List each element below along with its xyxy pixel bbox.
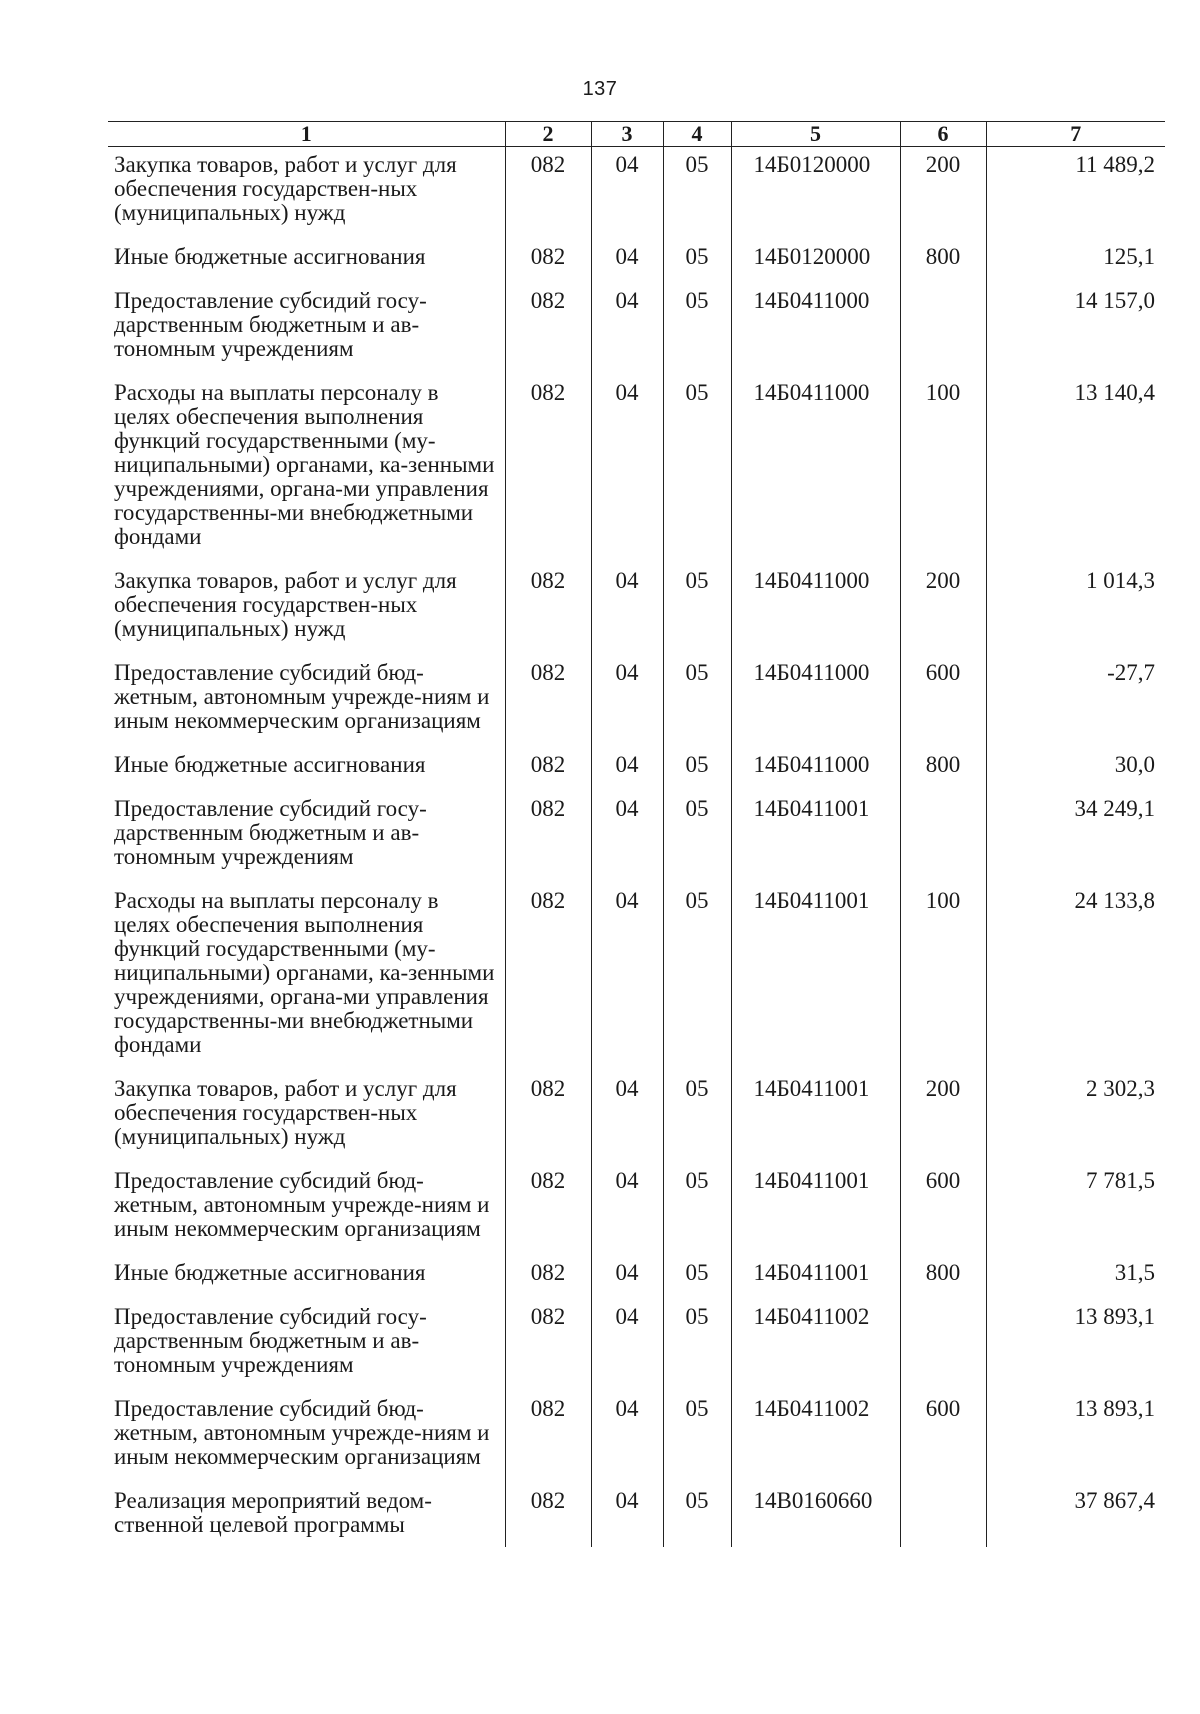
row-amount: 2 302,3 xyxy=(986,1071,1165,1163)
row-amount: 13 140,4 xyxy=(986,375,1165,563)
row-subsection-code: 05 xyxy=(663,1163,731,1255)
row-expense-type: 200 xyxy=(900,147,986,240)
row-amount: 24 133,8 xyxy=(986,883,1165,1071)
row-expense-type xyxy=(900,283,986,375)
row-description: Закупка товаров, работ и услуг для обеспечения государствен-ных (муниципальных) нужд xyxy=(114,568,457,641)
row-target-article: 14Б0411000 xyxy=(731,375,900,563)
row-ministry-code: 082 xyxy=(505,283,591,375)
row-amount: -27,7 xyxy=(986,655,1165,747)
row-description: Предоставление субсидий госу-дарственным бюджетным и ав-тономным учреждениям xyxy=(114,288,427,361)
table-row xyxy=(108,1071,1165,1163)
page-number: 137 xyxy=(582,78,618,100)
header-col-2: 2 xyxy=(505,122,591,147)
row-amount: 1 014,3 xyxy=(986,563,1165,655)
table-row xyxy=(108,375,1165,563)
row-target-article: 14Б0411002 xyxy=(731,1391,900,1483)
header-col-7: 7 xyxy=(986,122,1165,147)
header-col-3: 3 xyxy=(591,122,663,147)
row-target-article: 14Б0411001 xyxy=(731,1163,900,1255)
row-expense-type xyxy=(900,791,986,883)
row-section-code: 04 xyxy=(591,883,663,1071)
row-section-code: 04 xyxy=(591,563,663,655)
row-expense-type: 800 xyxy=(900,239,986,283)
row-description: Иные бюджетные ассигнования xyxy=(114,244,426,269)
row-amount: 14 157,0 xyxy=(986,283,1165,375)
row-expense-type xyxy=(900,1483,986,1547)
row-target-article: 14Б0411001 xyxy=(731,1255,900,1299)
row-description: Предоставление субсидий бюд-жетным, автономным учрежде-ниям и иным некоммерческим организациям xyxy=(114,1168,490,1241)
row-amount: 37 867,4 xyxy=(986,1483,1165,1547)
row-ministry-code: 082 xyxy=(505,1299,591,1391)
row-subsection-code: 05 xyxy=(663,1483,731,1547)
table-row xyxy=(108,239,1165,283)
row-subsection-code: 05 xyxy=(663,147,731,240)
row-target-article: 14Б0411000 xyxy=(731,283,900,375)
row-ministry-code: 082 xyxy=(505,239,591,283)
table-row xyxy=(108,1391,1165,1483)
row-ministry-code: 082 xyxy=(505,147,591,240)
row-section-code: 04 xyxy=(591,791,663,883)
row-expense-type: 200 xyxy=(900,1071,986,1163)
row-target-article: 14Б0120000 xyxy=(731,239,900,283)
row-section-code: 04 xyxy=(591,1071,663,1163)
budget-table-container xyxy=(108,121,1165,1547)
row-description: Иные бюджетные ассигнования xyxy=(114,752,426,777)
row-section-code: 04 xyxy=(591,1391,663,1483)
row-section-code: 04 xyxy=(591,283,663,375)
row-expense-type: 200 xyxy=(900,563,986,655)
row-target-article: 14Б0411000 xyxy=(731,655,900,747)
row-subsection-code: 05 xyxy=(663,563,731,655)
table-row xyxy=(108,883,1165,1071)
row-description: Иные бюджетные ассигнования xyxy=(114,1260,426,1285)
budget-table xyxy=(108,121,1165,1547)
row-subsection-code: 05 xyxy=(663,747,731,791)
row-subsection-code: 05 xyxy=(663,791,731,883)
row-expense-type: 600 xyxy=(900,1391,986,1483)
row-subsection-code: 05 xyxy=(663,1391,731,1483)
row-section-code: 04 xyxy=(591,147,663,240)
row-section-code: 04 xyxy=(591,655,663,747)
row-ministry-code: 082 xyxy=(505,1391,591,1483)
row-expense-type: 600 xyxy=(900,1163,986,1255)
row-target-article: 14Б0411000 xyxy=(731,747,900,791)
row-section-code: 04 xyxy=(591,239,663,283)
row-description: Закупка товаров, работ и услуг для обеспечения государствен-ных (муниципальных) нужд xyxy=(114,152,457,225)
row-amount: 125,1 xyxy=(986,239,1165,283)
row-description: Предоставление субсидий госу-дарственным бюджетным и ав-тономным учреждениям xyxy=(114,1304,427,1377)
table-row xyxy=(108,1255,1165,1299)
table-row xyxy=(108,791,1165,883)
row-description: Предоставление субсидий госу-дарственным бюджетным и ав-тономным учреждениям xyxy=(114,796,427,869)
row-description: Расходы на выплаты персоналу в целях обеспечения выполнения функций государственными (му-ниципальными) органами, ка-зенными учреждениями, органа-ми управления государственны-ми внебюджетными фондами xyxy=(114,380,495,549)
header-col-4: 4 xyxy=(663,122,731,147)
row-target-article: 14Б0411001 xyxy=(731,791,900,883)
row-target-article: 14Б0411001 xyxy=(731,1071,900,1163)
table-row xyxy=(108,1483,1165,1547)
row-amount: 13 893,1 xyxy=(986,1299,1165,1391)
row-subsection-code: 05 xyxy=(663,1299,731,1391)
table-row xyxy=(108,283,1165,375)
row-expense-type: 800 xyxy=(900,747,986,791)
row-expense-type: 600 xyxy=(900,655,986,747)
header-col-5: 5 xyxy=(731,122,900,147)
header-row xyxy=(108,122,1165,147)
table-row xyxy=(108,1299,1165,1391)
row-description: Предоставление субсидий бюд-жетным, автономным учрежде-ниям и иным некоммерческим организациям xyxy=(114,660,490,733)
row-target-article: 14Б0411000 xyxy=(731,563,900,655)
row-target-article: 14Б0120000 xyxy=(731,147,900,240)
row-subsection-code: 05 xyxy=(663,1071,731,1163)
row-ministry-code: 082 xyxy=(505,883,591,1071)
row-amount: 11 489,2 xyxy=(986,147,1165,240)
row-amount: 13 893,1 xyxy=(986,1391,1165,1483)
row-expense-type: 800 xyxy=(900,1255,986,1299)
row-expense-type: 100 xyxy=(900,883,986,1071)
row-subsection-code: 05 xyxy=(663,655,731,747)
table-row xyxy=(108,1163,1165,1255)
row-description: Реализация мероприятий ведом-ственной целевой программы xyxy=(114,1488,432,1537)
header-col-6: 6 xyxy=(900,122,986,147)
row-amount: 31,5 xyxy=(986,1255,1165,1299)
row-expense-type xyxy=(900,1299,986,1391)
row-amount: 34 249,1 xyxy=(986,791,1165,883)
table-row xyxy=(108,655,1165,747)
row-ministry-code: 082 xyxy=(505,1163,591,1255)
row-subsection-code: 05 xyxy=(663,883,731,1071)
row-description: Расходы на выплаты персоналу в целях обеспечения выполнения функций государственными (му-ниципальными) органами, ка-зенными учреждениями, органа-ми управления государственны-ми внебюджетными фондами xyxy=(114,888,495,1057)
row-section-code: 04 xyxy=(591,1299,663,1391)
table-row xyxy=(108,563,1165,655)
row-ministry-code: 082 xyxy=(505,1255,591,1299)
row-expense-type: 100 xyxy=(900,375,986,563)
row-amount: 7 781,5 xyxy=(986,1163,1165,1255)
row-target-article: 14Б0411002 xyxy=(731,1299,900,1391)
row-amount: 30,0 xyxy=(986,747,1165,791)
row-ministry-code: 082 xyxy=(505,747,591,791)
row-target-article: 14В0160660 xyxy=(731,1483,900,1547)
header-col-1: 1 xyxy=(108,122,505,147)
row-subsection-code: 05 xyxy=(663,1255,731,1299)
row-ministry-code: 082 xyxy=(505,375,591,563)
row-section-code: 04 xyxy=(591,747,663,791)
row-description: Закупка товаров, работ и услуг для обеспечения государствен-ных (муниципальных) нужд xyxy=(114,1076,457,1149)
table-row xyxy=(108,747,1165,791)
row-ministry-code: 082 xyxy=(505,1071,591,1163)
row-ministry-code: 082 xyxy=(505,791,591,883)
row-target-article: 14Б0411001 xyxy=(731,883,900,1071)
row-subsection-code: 05 xyxy=(663,375,731,563)
table-row xyxy=(108,147,1165,240)
row-ministry-code: 082 xyxy=(505,563,591,655)
table-header xyxy=(108,122,1165,147)
row-section-code: 04 xyxy=(591,1255,663,1299)
row-subsection-code: 05 xyxy=(663,283,731,375)
table-body xyxy=(108,147,1165,1548)
row-subsection-code: 05 xyxy=(663,239,731,283)
row-description: Предоставление субсидий бюд-жетным, автономным учрежде-ниям и иным некоммерческим организациям xyxy=(114,1396,490,1469)
row-ministry-code: 082 xyxy=(505,1483,591,1547)
row-section-code: 04 xyxy=(591,1483,663,1547)
row-section-code: 04 xyxy=(591,1163,663,1255)
row-section-code: 04 xyxy=(591,375,663,563)
row-ministry-code: 082 xyxy=(505,655,591,747)
